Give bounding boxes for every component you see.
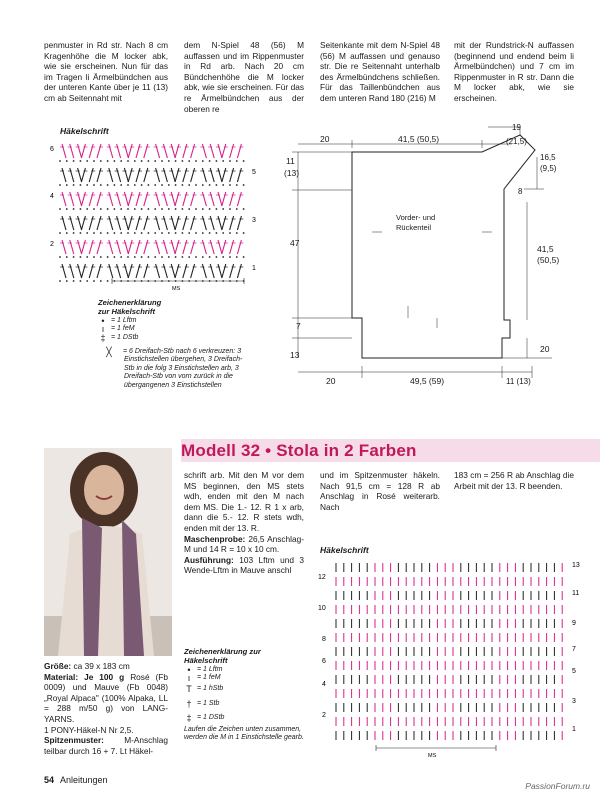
- svg-text:19: 19: [512, 123, 521, 132]
- svg-text:2: 2: [322, 712, 326, 719]
- mid-text-col-b: und im Spitzenmuster häkeln. Nach 91,5 cm = 128 R ab Anschlag in Rosé weiterarb. Nach: [320, 470, 440, 512]
- crochet-chart-1: [44, 134, 274, 294]
- svg-text:7: 7: [572, 646, 576, 653]
- chart1-row-label-5: 5: [252, 169, 256, 176]
- model-photo-illustration: [44, 448, 172, 656]
- svg-text:9: 9: [572, 620, 576, 627]
- top-text-col-2: dem N-Spiel 48 (56) M auffassen und im Rippenmuster in Rd arb. Nach 20 cm Bündchenhöhe die M locker abk, wie sie erscheinen. Für das re Ärmelbündchen aus der oberen re: [184, 40, 304, 114]
- chain-icon: •: [101, 315, 105, 326]
- svg-text:13: 13: [290, 350, 300, 360]
- svg-text:8: 8: [322, 636, 326, 643]
- section-title: Modell 32 • Stola in 2 Farben: [181, 441, 417, 460]
- svg-text:41,5: 41,5: [537, 244, 554, 254]
- model-photo: [44, 448, 172, 656]
- chart1-row-label-3: 3: [252, 217, 256, 224]
- mid-text-col-a: schrift arb. Mit den M vor dem MS beginnen, den MS stets wdh, enden mit den M nach dem MS. Die 1.- 12. R 1 x arb, dann die 5.- 12. R stets wdh, enden mit der 13. R. Maschenprobe: 26,5 Anschlag-M und 14 R = 10 x 10 cm. Ausführung: 103 Lftm und 3 Wende-Lftm in Mauve anschl: [184, 470, 304, 576]
- chart1-heading: Häkelschrift: [60, 126, 109, 136]
- svg-text:(21,5): (21,5): [506, 137, 527, 146]
- svg-text:3: 3: [572, 698, 576, 705]
- top-text-col-1: penmuster in Rd str. Nach 8 cm Kragenhöhe die M locker abk, wie sie erscheinen. Nun für das im Tragen li Ärmelbündchen aus der unteren Kante über je 11 (13) cm ab Seitennaht mit: [44, 40, 168, 103]
- double-treble-icon: ‡: [100, 333, 106, 343]
- svg-text:8: 8: [518, 187, 523, 196]
- svg-text:Rückenteil: Rückenteil: [396, 223, 432, 232]
- svg-text:12: 12: [318, 574, 326, 581]
- svg-text:13: 13: [572, 562, 580, 569]
- chart2-heading: Häkelschrift: [320, 545, 369, 555]
- legend2-title-2: Häkelschrift: [184, 656, 228, 666]
- chart1-row-label-1: 1: [252, 265, 256, 272]
- svg-text:6: 6: [322, 658, 326, 665]
- svg-text:1: 1: [572, 726, 576, 733]
- treble-icon: ‡: [186, 713, 192, 724]
- svg-text:10: 10: [318, 605, 326, 612]
- chart2-rows: [336, 563, 562, 740]
- legend1-cross-text: Einstichstellen übergehen, 3 Dreifach-Stb in die folg 3 Einstichstellen arb, 3 Dreifach-Stb von vorn zurück in die übergangenen 3 Einstichstellen: [124, 356, 243, 389]
- svg-text:11: 11: [286, 156, 295, 166]
- svg-text:20: 20: [540, 344, 550, 354]
- svg-text:4: 4: [322, 681, 326, 688]
- svg-text:16,5: 16,5: [540, 153, 556, 162]
- chart2-ms-label: MS: [428, 753, 437, 759]
- page-footer: [44, 775, 108, 785]
- legend1-title-2: zur Häkelschrift: [98, 307, 155, 317]
- svg-text:47: 47: [290, 238, 300, 248]
- svg-text:20: 20: [320, 134, 330, 144]
- svg-text:41,5 (50,5): 41,5 (50,5): [398, 134, 440, 144]
- single-crochet-icon: ı: [101, 324, 105, 335]
- svg-text:20: 20: [326, 376, 336, 386]
- double-crochet-icon: †: [186, 698, 192, 709]
- top-text-col-4: mit der Rundstrick-N auffassen (beginnend und endend beim li Ärmelbündchen) und 7 cm im Rippenmuster in R str. Dann die M locker abk, wie sie erscheinen.: [454, 40, 574, 103]
- chart1-rows: [59, 144, 244, 282]
- svg-text:(13): (13): [284, 168, 300, 178]
- page-number: 54: [44, 775, 55, 785]
- watermark: PassionForum.ru: [525, 781, 590, 791]
- chart1-row-label-6: 6: [50, 146, 54, 153]
- svg-text:11: 11: [572, 590, 580, 597]
- svg-text:7: 7: [296, 321, 301, 331]
- svg-text:(50,5): (50,5): [537, 255, 560, 265]
- model-info: Größe: ca 39 x 183 cm Material: Je 100 g Rosé (Fb 0009) und Mauve (Fb 0048) „Royal Alpaca" (100% Alpaka, LL = 288 m/50 g) von LANG-YARNS. 1 PONY-Häkel-N Nr 2,5. Spitzenmuster: M-Anschlag teilbar durch 16 + 7. Lt Häkel-: [44, 661, 168, 756]
- svg-text:5: 5: [572, 668, 576, 675]
- svg-text:(9,5): (9,5): [540, 164, 557, 173]
- legend1-title-1: Zeichenerklärung: [98, 298, 162, 307]
- half-double-icon: T: [186, 684, 192, 694]
- chart1-row-label-4: 4: [50, 193, 54, 200]
- legend2-title-1: Zeichenerklärung zur: [184, 647, 261, 656]
- svg-text:49,5 (59): 49,5 (59): [410, 376, 445, 386]
- chain-icon: •: [187, 664, 191, 675]
- chart2-legend: Zeichenerklärung zur Häkelschrift • = 1 Lftm ı = 1 feM T = 1 hStb † = 1 Stb ‡ = 1 DStb Laufen die Zeichen unten zusammen, werden die M in 1 Einstichstelle gearb.: [184, 647, 308, 743]
- legend2-note: Laufen die Zeichen unten zusammen, werden die M in 1 Einstichstelle gearb.: [184, 725, 304, 742]
- chart1-ms-label: MS: [172, 286, 181, 292]
- crochet-chart-2: [316, 555, 586, 770]
- chart1-legend: Zeichenerklärung zur Häkelschrift • = 1 Lftm ı = 1 feM ‡ = 1 DStb ╳ = 6 Dreifach-Stb nach 6 verkreuzen: 3 Einstichstellen übergehen, 3 Dreifach-Stb in die folg 3 Einstichstellen arb, 3 Dreifach-Stb von vorn zurück in die übergangenen 3 Einstichstellen: [98, 298, 248, 391]
- cross-stitch-icon: ╳: [106, 346, 112, 357]
- chart1-row-label-2: 2: [50, 241, 54, 248]
- footer-section: Anleitungen: [60, 775, 108, 785]
- garment-schematic: [282, 122, 582, 392]
- single-crochet-icon: ı: [187, 673, 191, 684]
- top-text-col-3: Seitenkante mit dem N-Spiel 48 (56) M auffassen und genauso str. Die re Seitennaht unterhalb des Ärmelbündchens schließen. Für das Taillenbündchen aus dem unteren Rand 180 (216) M: [320, 40, 440, 103]
- svg-text:11 (13): 11 (13): [506, 377, 531, 386]
- svg-text:Vorder- und: Vorder- und: [396, 213, 436, 222]
- mid-text-col-c: 183 cm = 256 R ab Anschlag die Arbeit mit der 13. R beenden.: [454, 470, 574, 491]
